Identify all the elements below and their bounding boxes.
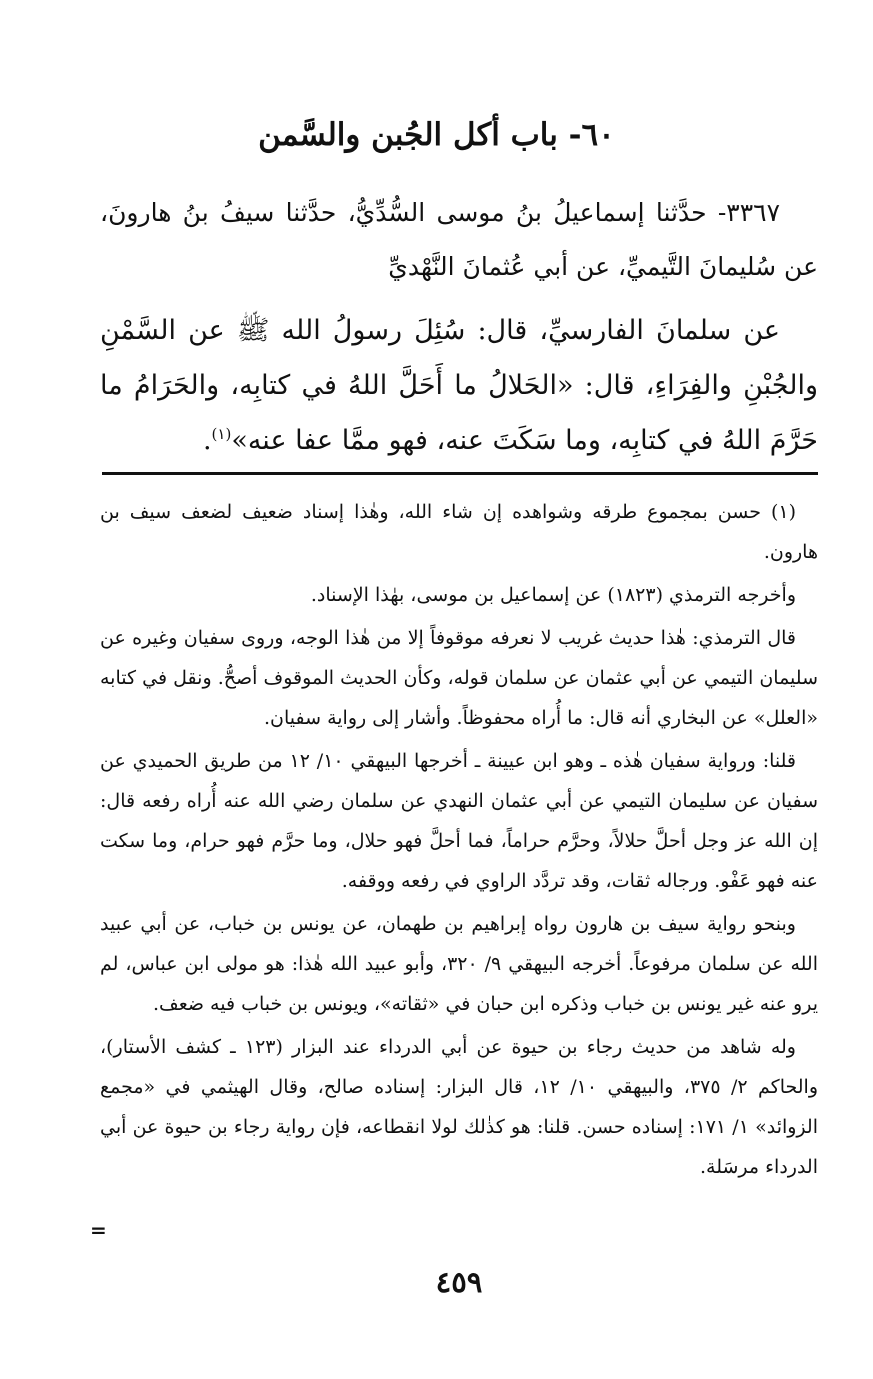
footnote-paragraph: (١) حسن بمجموع طرقه وشواهده إن شاء الله، وهٰذا إسناد ضعيف لضعف سيف بن هارون. [100,501,818,563]
hadith-matn [100,303,818,468]
hadith-isnad [100,186,818,294]
isnad-text: ٣٣٦٧- حدَّثنا إسماعيلُ بنُ موسى السُّدِّيُّ، حدَّثنا سيفُ بنُ هارونَ، عن سُليمانَ التَّيميِّ، عن أبي عُثمانَ النَّهْديِّ [100,198,818,281]
footnote-paragraph: قال الترمذي: هٰذا حديث غريب لا نعرفه موقوفاً إلا من هٰذا الوجه، وروى سفيان وغيره عن سليمان التيمي عن أبي عثمان عن سلمان قوله، وكأن الحديث الموقوف أصحُّ. ونقل في كتابه «العلل» عن البخاري أنه قال: ما أُراه محفوظاً. وأشار إلى رواية سفيان. [100,627,818,729]
chapter-title: ٦٠- باب أكل الجُبن والسَّمن [258,117,615,153]
footnote-paragraph: قلنا: ورواية سفيان هٰذه ـ وهو ابن عيينة ـ أخرجها البيهقي ١٠/ ١٢ من طريق الحميدي عن سفيان عن سليمان التيمي عن أبي عثمان النهدي عن سلمان رضي الله عنه أُراه رفعه قال: إن الله عز وجل أحلَّ حلالاً، وحرَّم حراماً، فما أحلَّ فهو حلال، وما حرَّم فهو حرام، وما سكت عنه فهو عَفْو. ورجاله ثقات، وقد تردَّد الراوي في رفعه ووقفه. [100,750,818,892]
matn-text: عن سلمانَ الفارسيِّ، قال: سُئِلَ رسولُ الله ﷺ عن السَّمْنِ والجُبْنِ والفِرَاءِ، قال: «الحَلالُ ما أَحَلَّ اللهُ في كتابِه، والحَرَامُ ما حَرَّمَ اللهُ في كتابِه، وما سَكَتَ عنه، فهو ممَّا عفا عنه» [100,315,818,456]
matn-end-mark: . [202,425,212,456]
footnote-paragraph: وبنحو رواية سيف بن هارون رواه إبراهيم بن طهمان، عن يونس بن خباب، عن أبي عبيد الله عن سلمان مرفوعاً. أخرجه البيهقي ٩/ ٣٢٠، وأبو عبيد الله هٰذا: هو مولى ابن عباس، لم يرو عنه غير يونس بن خباب وذكره ابن حبان في «ثقاته»، ويونس بن خباب فيه ضعف. [100,913,818,1015]
footnotes-section [100,492,818,1190]
continuation-mark: = [90,1218,107,1242]
footnote-paragraph: وأخرجه الترمذي (١٨٢٣) عن إسماعيل بن موسى، بهٰذا الإسناد. [310,584,796,606]
footnote-paragraph: وله شاهد من حديث رجاء بن حيوة عن أبي الدرداء عند البزار (١٢٣ ـ كشف الأستار)، والحاكم ٢/ ٣٧٥، والبيهقي ١٠/ ١٢، قال البزار: إسناده صالح، وقال الهيثمي في «مجمع الزوائد» ١/ ١٧١: إسناده حسن. قلنا: هو كذٰلك لولا انقطاعه، فإن رواية رجاء بن حيوة عن أبي الدرداء مرسَلة. [100,1036,818,1178]
page-number: ٤٥٩ [435,1265,483,1299]
footnote-divider [102,472,818,475]
footnote-reference: (١) [211,425,232,443]
